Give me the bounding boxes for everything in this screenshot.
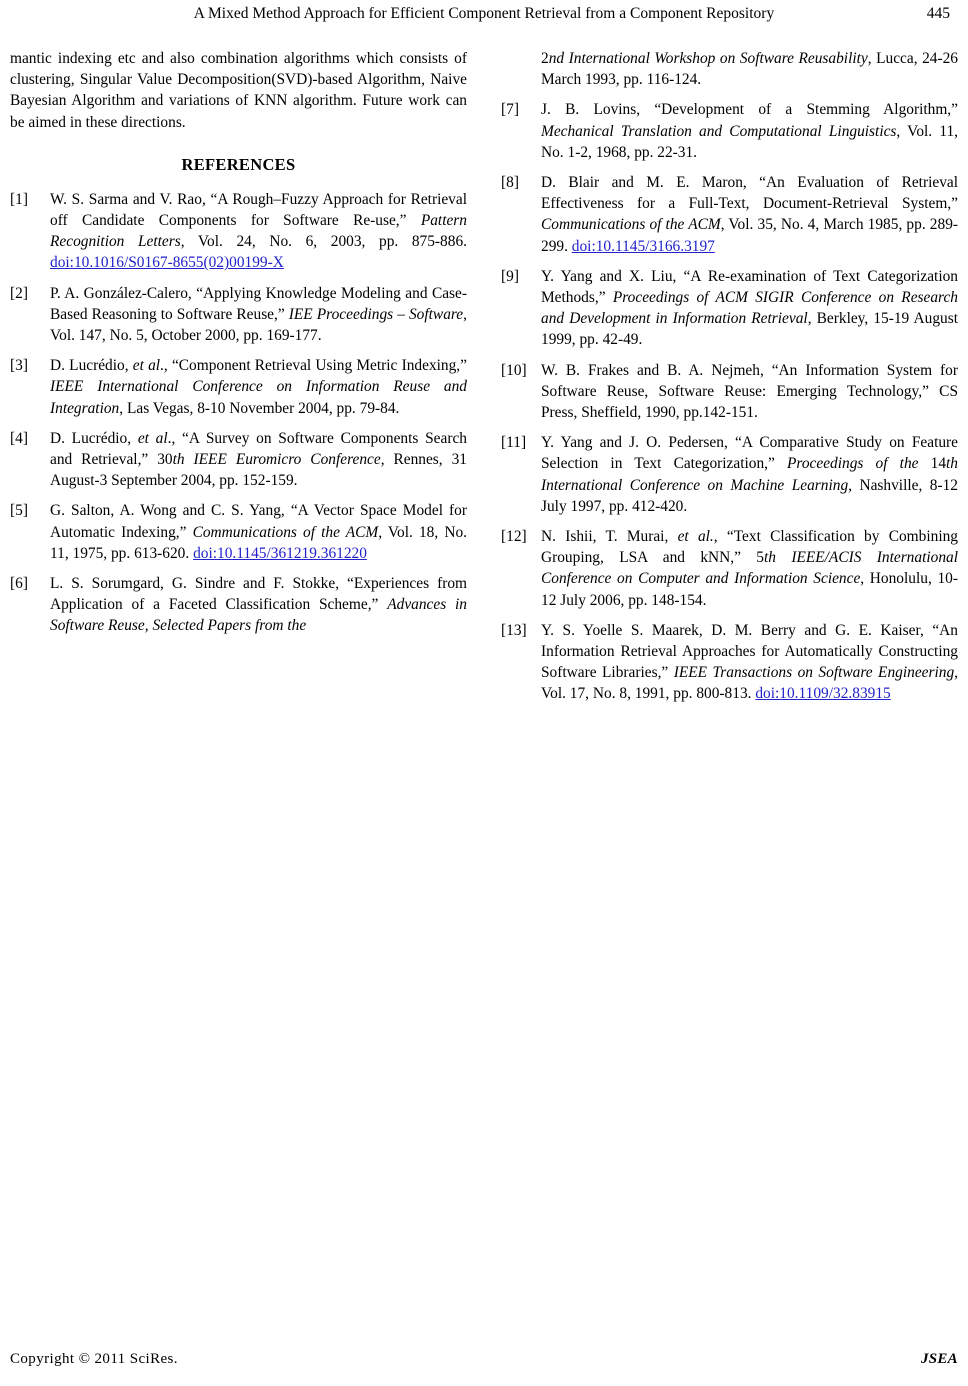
left-column bbox=[10, 48, 467, 714]
italic-run: IEE Proceedings – Software bbox=[288, 305, 464, 323]
text-run: P. A. González-Calero, “Applying Knowledge Modeling and Case-Based Reasoning to Software Reuse,” bbox=[50, 284, 467, 323]
reference-item bbox=[501, 99, 958, 163]
reference-item bbox=[501, 172, 958, 257]
reference-text bbox=[50, 500, 467, 564]
reference-text bbox=[541, 266, 958, 351]
continued-paragraph: mantic indexing etc and also combination algorithms which consists of clustering, Singular Value Decomposition(SVD)-based Algorithm, Naive Bayesian Algorithm and variations of KNN algorithm. Future work can be aimed in these directions. bbox=[10, 50, 467, 131]
reference-number: [5] bbox=[10, 502, 28, 520]
reference-number: [10] bbox=[501, 361, 527, 379]
text-run: L. S. Sorumgard, G. Sindre and F. Stokke, “Experiences from Application of a Faceted Classification Scheme,” bbox=[50, 575, 467, 614]
reference-text bbox=[541, 360, 958, 424]
reference-item bbox=[501, 266, 958, 351]
italic-run: Communications of the ACM bbox=[192, 523, 379, 541]
right-column bbox=[501, 48, 958, 714]
copyright-notice: Copyright © 2011 SciRes. bbox=[10, 1351, 178, 1367]
reference-number: [13] bbox=[501, 621, 527, 639]
reference-item bbox=[501, 360, 958, 424]
italic-run: et al bbox=[137, 429, 168, 447]
text-run: , Vol. 147, No. 5, October 2000, pp. 169-177. bbox=[50, 305, 467, 345]
italic-run: et al bbox=[132, 357, 161, 375]
italic-run: IEEE International Conference on Information Reuse and Integration bbox=[50, 378, 467, 417]
reference-text bbox=[541, 620, 958, 705]
reference-number: [12] bbox=[501, 528, 527, 546]
italic-run: et al. bbox=[677, 528, 714, 546]
text-run: , Vol. 35, No. 4, March 1985, pp. 289-299. bbox=[541, 216, 959, 255]
doi-link[interactable]: doi:10.1145/361219.361220 bbox=[193, 544, 367, 562]
reference-number: [9] bbox=[501, 267, 519, 285]
italic-run: IEEE Transactions on Software Engineering bbox=[673, 664, 955, 682]
italic-run: Advances in Software Reuse, Selected Papers from the bbox=[50, 596, 467, 635]
reference-number: [6] bbox=[10, 575, 28, 593]
reference-text bbox=[50, 573, 467, 637]
text-run: , Las Vegas, 8-10 November 2004, pp. 79-84. bbox=[119, 399, 400, 417]
page-title: A Mixed Method Approach for Efficient Component Retrieval from a Component Repository bbox=[193, 5, 775, 22]
reference-text bbox=[541, 526, 958, 611]
text-run: Y. S. Yoelle S. Maarek, D. M. Berry and G. E. Kaiser, “An Information Retrieval Approaches for Automatically Constructing Software Libraries,” bbox=[541, 621, 958, 682]
text-run: J. B. Lovins, “Development of a Stemming Algorithm,” bbox=[541, 101, 958, 119]
italic-run: Communications of the ACM bbox=[541, 216, 721, 234]
italic-run: Mechanical Translation and Computational Linguistics bbox=[541, 122, 897, 140]
text-run: W. S. Sarma and V. Rao, “A Rough–Fuzzy Approach for Retrieval off Candidate Components for Software Re-use,” bbox=[50, 190, 467, 230]
reference-number: [11] bbox=[501, 434, 527, 452]
text-run: ., “Component Retrieval Using Metric Indexing,” bbox=[160, 357, 467, 375]
doi-link[interactable]: doi:10.1109/32.83915 bbox=[755, 685, 891, 703]
reference-item bbox=[10, 355, 467, 419]
text-run: ., “A Survey on Software Components Search and Retrieval,” 30 bbox=[50, 429, 467, 469]
reference-text bbox=[50, 428, 467, 492]
text-run: D. Lucrédio, bbox=[50, 429, 138, 447]
reference-item bbox=[10, 500, 467, 564]
page-footer bbox=[10, 1351, 958, 1368]
reference-text bbox=[50, 355, 467, 419]
text-run: G. Salton, A. Wong and C. S. Yang, “A Vector Space Model for Automatic Indexing,” bbox=[50, 502, 467, 541]
text-run: , “Text Classification by Combining Grouping, LSA and kNN,” 5 bbox=[541, 528, 958, 567]
reference-item bbox=[10, 428, 467, 492]
reference-number: [2] bbox=[10, 284, 28, 302]
italic-run: nd International Workshop on Software Reusability bbox=[548, 50, 868, 67]
reference-item bbox=[10, 573, 467, 637]
text-run: , Honolulu, 10-12 July 2006, pp. 148-154. bbox=[541, 570, 958, 609]
journal-abbreviation: JSEA bbox=[920, 1351, 958, 1367]
text-run: D. Blair and M. E. Maron, “An Evaluation of Retrieval Effectiveness for a Full-Text, Document-Retrieval System,” bbox=[541, 174, 958, 213]
doi-link[interactable]: doi:10.1145/3166.3197 bbox=[571, 237, 715, 255]
reference-list-left bbox=[10, 189, 467, 637]
page-number: 445 bbox=[926, 5, 950, 22]
reference-text bbox=[541, 432, 958, 517]
running-head bbox=[18, 4, 950, 28]
italic-run: th IEEE Euromicro Conference bbox=[172, 451, 381, 469]
article-body bbox=[10, 48, 958, 714]
text-run: Y. Yang and X. Liu, “A Re-examination of Text Categorization Methods,” bbox=[541, 267, 958, 307]
text-run: , Vol. 24, No. 6, 2003, pp. 875-886. bbox=[180, 233, 467, 251]
reference-number: [1] bbox=[10, 190, 28, 208]
reference-item bbox=[10, 189, 467, 274]
reference-number: [8] bbox=[501, 174, 519, 192]
text-run: , Berkley, 15-19 August 1999, pp. 42-49. bbox=[541, 310, 958, 349]
italic-run: Pattern Recognition Letters bbox=[50, 212, 467, 251]
text-run: D. Lucrédio, bbox=[50, 357, 133, 375]
reference-item bbox=[501, 620, 958, 705]
text-run: Y. Yang and J. O. Pedersen, “A Comparative Study on Feature Selection in Text Categorization,” bbox=[541, 434, 958, 473]
reference-list-right bbox=[501, 99, 958, 704]
text-run: , Nashville, 8-12 July 1997, pp. 412-420. bbox=[541, 476, 958, 515]
reference-number: [4] bbox=[10, 429, 28, 447]
text-run: , Vol. 17, No. 8, 1991, pp. 800-813. bbox=[541, 664, 959, 703]
italic-run: th International Conference on Machine Learning bbox=[541, 455, 958, 494]
text-run: 14 bbox=[930, 455, 947, 473]
text-run: , Rennes, 31 August-3 September 2004, pp. 152-159. bbox=[50, 451, 467, 490]
reference-text bbox=[541, 172, 958, 257]
text-run: , Vol. 18, No. 11, 1975, pp. 613-620. bbox=[50, 523, 467, 562]
reference-item bbox=[501, 526, 958, 611]
references-heading: REFERENCES bbox=[181, 154, 296, 174]
reference-number: [3] bbox=[10, 357, 28, 375]
reference-text bbox=[50, 189, 467, 274]
text-run: 2 bbox=[541, 50, 549, 67]
text-run: N. Ishii, T. Murai, bbox=[541, 528, 678, 546]
reference-6-continuation bbox=[501, 48, 958, 90]
text-run: , Vol. 11, No. 1-2, 1968, pp. 22-31. bbox=[541, 122, 958, 161]
text-run: , Lucca, 24-26 March 1993, pp. 116-124. bbox=[541, 50, 958, 89]
italic-run: Proceedings of the bbox=[787, 455, 931, 473]
italic-run: th IEEE/ACIS International Conference on Computer and Information Science bbox=[541, 549, 958, 588]
reference-number: [7] bbox=[501, 101, 519, 119]
reference-text bbox=[50, 283, 467, 347]
reference-item bbox=[10, 283, 467, 347]
doi-link[interactable]: doi:10.1016/S0167-8655(02)00199-X bbox=[50, 254, 284, 272]
reference-text bbox=[541, 99, 958, 163]
text-run: W. B. Frakes and B. A. Nejmeh, “An Information System for Software Reuse, Software Reuse: Emerging Technology,” CS Press, Sheffield, 1990, pp.142-151. bbox=[541, 361, 958, 422]
italic-run: Proceedings of ACM SIGIR Conference on Research and Development in Information Retrieval bbox=[541, 289, 958, 328]
reference-item bbox=[501, 432, 958, 517]
